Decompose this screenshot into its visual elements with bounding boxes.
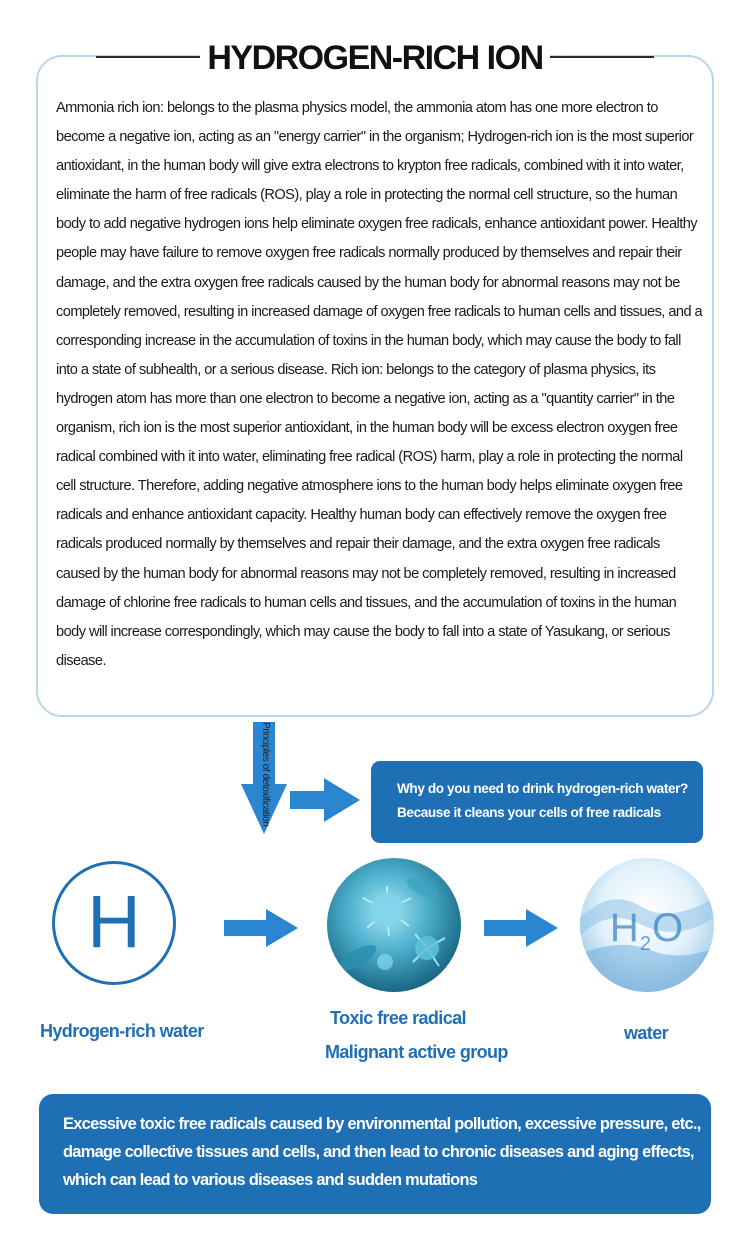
intro-paragraph: Ammonia rich ion: belongs to the plasma physics model, the ammonia atom has one more electron to become a negative ion, acting as an "energy carrier" in the organism; Hydrogen-rich ion is the most superior antioxidant, in the human body will give extra electrons to krypton free radicals, combined with it into water, eliminate the harm of free radicals (ROS), play a role in protecting the normal cell structure, so the human body to add negative hydrogen ions help eliminate oxygen free radicals, enhance antioxidant power. Healthy people may have failure to remove oxygen free radicals normally produced by themselves and repair their damage, and the extra oxygen free radicals caused by the human body for abnormal reasons may not be completely removed, resulting in increased damage of oxygen free radicals to human cells and tissues, and a corresponding increase in the accumulation of toxins in the human body, which may cause the body to fall into a state of subhealth, or a serious disease. Rich ion: belongs to the category of plasma physics, its hydrogen atom has more than one electron to become a negative ion, acting as a "quantity carrier" in the organism, rich ion is the most superior antioxidant, in the human body will be excess electron oxygen free radical combined with it into water, eliminating free radical (ROS) harm, play a role in protecting the normal cell structure. Therefore, adding negative atmosphere ions to the human body helps eliminate oxygen free radicals and enhance antioxidant capacity. Healthy human body can effectively remove the oxygen free radicals produced normally by themselves and repair their damage, and the extra oxygen free radicals caused by the human body for abnormal reasons may not be completely removed, resulting in increased damage of chlorine free radicals to human cells and tissues, and the accumulation of toxins in the human body will increase correspondingly, which may cause the body to fall into a state of Yasukang, or serious disease. [56, 100, 703, 669]
right-arrow-icon [290, 776, 362, 824]
question-box [371, 761, 703, 843]
caption-water: water [624, 1023, 669, 1043]
toxic-radical-image [327, 858, 461, 992]
answer-text: Because it cleans your cells of free radicals [397, 805, 661, 820]
h2o-label [580, 858, 714, 992]
virus-icon [327, 858, 461, 992]
title-rule-left [96, 56, 202, 58]
title-container [200, 36, 550, 80]
title-rule-right [548, 56, 654, 58]
hydrogen-circle [52, 861, 176, 985]
water-image [580, 858, 714, 992]
caption-toxic-1: Toxic free radical [330, 1008, 466, 1028]
arrow-icon-2 [484, 908, 560, 948]
h2o-o: O [651, 906, 685, 950]
h2o-h: H [609, 906, 640, 950]
question-text: Why do you need to drink hydrogen-rich water? [397, 781, 688, 796]
h2o-sub: 2 [639, 933, 652, 955]
footer-box [39, 1094, 711, 1214]
caption-hydrogen: Hydrogen-rich water [40, 1021, 204, 1041]
footer-text: Excessive toxic free radicals caused by environmental pollution, excessive pressure, etc., damage collective tissues and cells, and then lead to chronic diseases and aging effects, which can lead to various diseases and sudden mutations [63, 1115, 701, 1189]
hydrogen-symbol: H [87, 880, 141, 963]
page-title: HYDROGEN-RICH ION [207, 39, 543, 77]
arrow-icon-1 [224, 908, 300, 948]
caption-toxic-2: Malignant active group [325, 1042, 508, 1062]
detox-label: Principles of detoxification [260, 722, 271, 827]
